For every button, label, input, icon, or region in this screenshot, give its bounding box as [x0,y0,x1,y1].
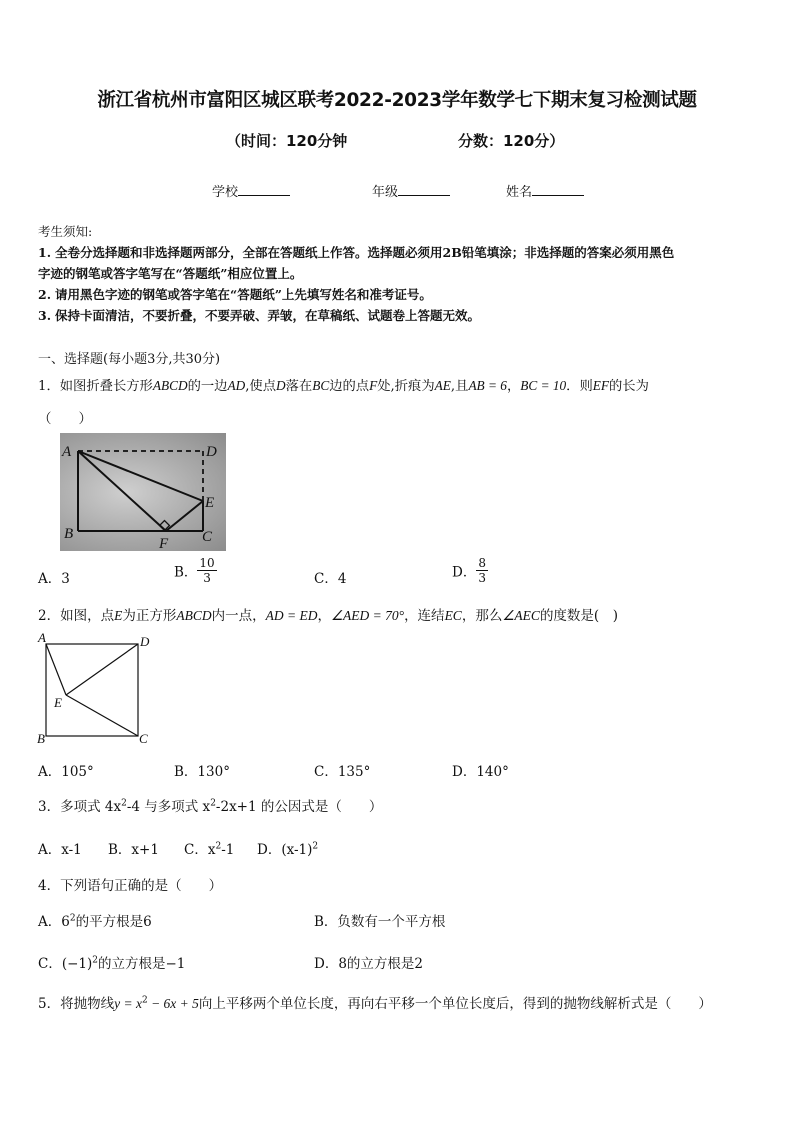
q2-e: E [114,608,123,623]
q1-eq-ab: AB = 6 [468,378,507,393]
notice-item-3-text: 保持卡面清洁，不要折叠，不要弄破、弄皱，在草稿纸、试题卷上答题无效。 [55,308,481,323]
q2-aec: ∠AEC [502,608,540,623]
q3-option-c[interactable] [184,838,234,858]
q2-eq-ad-ed: AD = ED [265,608,318,623]
question-3 [38,795,382,815]
q1-text-2: 的一边 [187,379,228,394]
q1-answer-paren: （ ） [38,411,92,427]
name-field [506,181,584,200]
q1-text-6: 处,折痕为 [377,379,435,394]
question-1 [38,375,649,394]
q2-text-7: 的度数是( ) [539,608,618,624]
school-label: 学校 [212,185,239,200]
q1-option-b[interactable] [174,556,217,585]
q2-square [46,644,138,736]
q1-figure [60,433,226,551]
q2-fig-label-d: D [140,634,150,649]
exam-time: （时间：120分钟 [226,132,348,150]
notice-item-1-text: 全卷分选择题和非选择题两部分，全部在答题纸上作答。选择题必须用2B铅笔填涂；非选择题的答案必须用黑色 [55,245,675,260]
q2-text-3: 内一点， [211,608,266,624]
q1-f: F [369,378,378,393]
q5-eq-a: = x [120,996,142,1011]
q2-text-4: ， [317,608,331,624]
notice-item-3 [38,306,480,324]
q3-text-2: -4 与多项式 x [126,799,211,815]
q2-line-ae [46,644,66,695]
q4-option-c-sup: 2 [92,955,98,966]
q3-sup-1: 2 [121,798,127,809]
q2-text-5: ，连结 [404,608,445,624]
q5-text-2: 向上平移两个单位长度，再向右平移一个单位长度后，得到的抛物线解析式是（ ） [198,996,712,1012]
q1-text-5: 边的点 [329,379,370,394]
q4-option-c[interactable] [38,952,185,972]
q5-y: y [114,996,121,1011]
q5-text-1: 5．将抛物线 [38,996,115,1012]
q1-option-c[interactable]: C．4 [314,571,347,587]
notice-item-2-num: 2. [38,287,52,302]
q2-option-b[interactable]: B．130° [174,764,230,780]
q1-fig-label-c: C [202,529,213,545]
notice-item-2 [38,285,432,303]
q1-figure-drawing [60,433,226,551]
q1-text-4: 落在 [285,379,313,394]
q1-ae: AE [434,378,451,393]
notice-item-1 [38,243,674,261]
q4-option-c-pre: C．(−1) [38,956,93,972]
q1-text-1: 1．如图折叠长方形 [38,379,153,394]
q5-sup: 2 [141,995,148,1006]
school-field [212,181,290,200]
q1-option-b-num: 10 [199,556,215,570]
q2-figure-drawing [34,630,154,746]
q1-text-3: ,使点 [245,379,277,394]
notice-item-1-text-2: 字迹的钢笔或答字笔写在“答题纸”相应位置上。 [38,266,303,281]
q1-line-fe [166,501,203,531]
q1-option-d-label: D． [452,564,477,581]
q1-fig-label-a: A [62,444,72,460]
page-title: 浙江省杭州市富阳区城区联考2022-2023学年数学七下期末复习检测试题 [97,90,697,111]
q1-line-ae [78,451,203,501]
exam-score: 分数：120分） [458,132,565,150]
q1-ef: EF [592,378,610,393]
q2-fig-label-b: B [37,731,45,746]
q1-fig-label-e: E [205,495,215,511]
question-4: 4．下列语句正确的是（ ） [38,878,223,894]
q2-text-1: 2．如图，点 [38,608,115,624]
q3-option-d-sup: 2 [312,841,319,852]
q4-option-c-post: 的立方根是−1 [98,956,186,972]
q3-text-3: -2x+1 的公因式是（ ） [215,799,383,815]
school-blank[interactable] [238,183,290,196]
q2-text-2: 为正方形 [122,608,177,624]
q2-eq-angle: ∠AED = 70° [330,608,405,623]
q3-option-c-pre: C．x [184,842,216,858]
grade-blank[interactable] [398,183,450,196]
notice-heading: 考生须知: [38,224,93,239]
q1-d: D [276,378,286,393]
q1-text-8: ， [506,379,521,394]
q1-text-7: ,且 [450,379,469,394]
q3-sup-2: 2 [210,798,216,809]
q1-ad: AD [227,378,246,393]
q1-option-b-label: B． [174,564,198,581]
q4-option-a-post: 的平方根是6 [75,914,152,930]
q1-eq-bc: BC = 10 [520,378,567,393]
q1-abcd: ABCD [152,378,188,393]
name-blank[interactable] [532,183,584,196]
notice-item-1-cont [38,264,302,282]
q2-line-ec [66,695,138,736]
q1-text-10: 的长为 [609,379,649,394]
q3-option-d[interactable] [257,838,318,858]
q2-fig-label-c: C [139,731,148,746]
q1-text-9: ．则 [566,379,593,394]
q1-option-d-num: 8 [478,556,486,570]
q3-option-b[interactable]: B．x+1 [108,842,159,858]
notice-item-3-num: 3. [38,308,52,323]
q4-option-a[interactable] [38,910,152,930]
q1-line-af [78,451,166,531]
q1-option-d[interactable] [452,556,488,585]
q3-option-c-sup: 2 [215,841,222,852]
notice-item-2-text: 请用黑色字迹的钢笔或答字笔在“答题纸”上先填写姓名和准考证号。 [55,287,432,302]
question-5 [38,992,712,1012]
q3-option-a[interactable]: A．x-1 [38,842,82,858]
grade-label: 年级 [372,185,399,200]
q2-abcd: ABCD [176,608,212,623]
q3-option-c-post: -1 [221,842,235,858]
q2-text-6: ，那么 [461,608,503,624]
q2-option-d[interactable]: D．140° [452,764,509,780]
q4-option-a-pre: A．6 [38,914,70,930]
q1-option-a[interactable]: A．3 [38,571,70,587]
q2-line-ed [66,644,138,695]
q2-fig-label-e: E [54,695,62,710]
grade-field [372,181,450,200]
q2-option-c[interactable]: C．135° [314,764,371,780]
q2-fig-label-a: A [38,630,46,645]
q1-fig-label-f: F [159,536,169,551]
q4-option-d[interactable]: D．8的立方根是2 [314,956,424,972]
q3-text-1: 3．多项式 4x [38,799,122,815]
q1-bc: BC [312,378,330,393]
q2-figure [34,630,154,746]
q1-fig-label-d: D [206,444,217,460]
q1-option-d-den: 3 [478,571,486,585]
q3-option-d-pre: D．(x-1) [257,842,313,858]
q5-eq-b: − 6x + 5 [147,996,199,1011]
question-2 [38,604,618,624]
section-heading: 一、选择题(每小题3分,共30分) [38,352,221,367]
q4-option-b[interactable]: B．负数有一个平方根 [314,914,446,930]
q1-option-b-den: 3 [203,571,211,585]
q2-ec: EC [444,608,462,623]
notice-item-1-num: 1. [38,245,52,260]
q1-fig-label-b: B [64,526,74,542]
q4-option-a-sup: 2 [69,913,76,924]
q2-option-a[interactable]: A．105° [38,764,94,780]
name-label: 姓名 [506,185,533,200]
